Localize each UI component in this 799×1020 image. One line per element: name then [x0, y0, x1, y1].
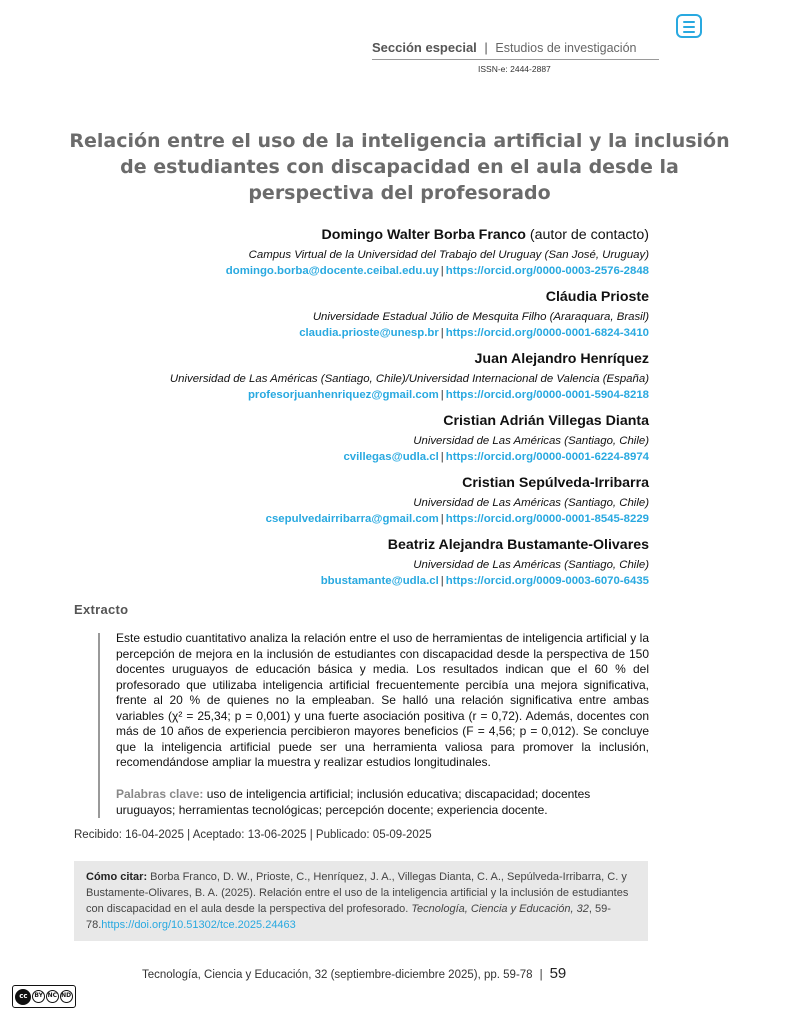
author-email-link[interactable]: bbustamante@udla.cl [320, 575, 439, 587]
section-separator: | [484, 40, 488, 55]
subsection-label: Estudios de investigación [495, 41, 637, 55]
author-contact: bbustamante@udla.cl | https://orcid.org/0009-0003-6070-6435 [320, 575, 649, 587]
author-email-link[interactable]: domingo.borba@docente.ceibal.edu.uy [225, 265, 439, 277]
nd-icon: ND [60, 990, 73, 1003]
author-affiliation: Universidad de Las Américas (Santiago, Chile) [413, 435, 649, 447]
author-entry [100, 349, 649, 411]
abstract-text: Este estudio cuantitativo analiza la relación entre el uso de herramientas de inteligencia artificial y la percepción de mejora en la inclusión de estudiantes con discapacidad desde la perspectiva de 150 docentes uruguayos de educación básica y media. Los resultados indican que el 60 % del profesorado que utilizaba inteligencia artificial frecuentemente percibía una mejora significativa, frente al 20 % de quienes no la empleaban. Se halló una relación significativa entre ambas variables (χ² = 25,34; p = 0,001) y una fuerte asociación positiva (r = 0,72). Además, docentes con más de 10 años de experiencia percibieron mayores beneficios (F = 4,56; p = 0,012). Se concluye que la inteligencia artificial puede ser una herramienta valiosa para promover la inclusión, recomendándose ampliar la muestra y realizar estudios longitudinales. [116, 631, 649, 769]
author-email-link[interactable]: csepulvedairribarra@gmail.com [265, 513, 439, 525]
author-contact: domingo.borba@docente.ceibal.edu.uy | https://orcid.org/0000-0003-2576-2848 [225, 265, 649, 277]
citation-doi-link[interactable]: https://doi.org/10.51302/tce.2025.24463 [101, 919, 296, 931]
menu-icon[interactable] [676, 14, 702, 38]
author-orcid-link[interactable]: https://orcid.org/0000-0003-2576-2848 [445, 265, 649, 277]
citation-pages: , 59-78. [86, 903, 611, 931]
article-title: Relación entre el uso de la inteligencia artificial y la inclusión de estudiantes con discapacidad en el aula desde la perspectiva del profesorado [69, 130, 730, 204]
page-number: 59 [549, 965, 567, 982]
author-affiliation: Universidade Estadual Júlio de Mesquita Filho (Araraquara, Brasil) [312, 311, 649, 323]
author-entry [100, 225, 649, 287]
author-orcid-link[interactable]: https://orcid.org/0009-0003-6070-6435 [445, 575, 649, 587]
author-orcid-link[interactable]: https://orcid.org/0000-0001-6824-3410 [445, 327, 649, 339]
author-contact: csepulvedairribarra@gmail.com | https://orcid.org/0000-0001-8545-8229 [265, 513, 649, 525]
author-orcid-link[interactable]: https://orcid.org/0000-0001-8545-8229 [445, 513, 649, 525]
author-contact: profesorjuanhenriquez@gmail.com | https://orcid.org/0000-0001-5904-8218 [247, 389, 649, 401]
citation-journal: Tecnología, Ciencia y Educación, 32 [411, 903, 589, 915]
author-name: Cristian Adrián Villegas Dianta [443, 413, 649, 429]
author-email-link[interactable]: cvillegas@udla.cl [343, 451, 439, 463]
page-footer [142, 965, 566, 982]
author-name: Juan Alejandro Henríquez [474, 351, 649, 367]
author-entry [100, 535, 649, 597]
section-label: Sección especial [372, 40, 477, 55]
citation-label: Cómo citar: [86, 871, 148, 883]
footer-separator: | [539, 969, 543, 981]
keywords [116, 787, 649, 818]
section-header [372, 40, 659, 60]
author-email-link[interactable]: profesorjuanhenriquez@gmail.com [247, 389, 439, 401]
author-orcid-link[interactable]: https://orcid.org/0000-0001-6224-8974 [445, 451, 649, 463]
author-entry [100, 287, 649, 349]
nc-icon: NC [46, 990, 59, 1003]
abstract-heading: Extracto [74, 602, 129, 617]
author-contact: claudia.prioste@unesp.br | https://orcid.org/0000-0001-6824-3410 [299, 327, 649, 339]
citation-box [74, 861, 648, 941]
abstract-divider [98, 633, 100, 818]
publication-dates: Recibido: 16-04-2025 | Aceptado: 13-06-2025 | Publicado: 05-09-2025 [74, 829, 432, 841]
keywords-text: uso de inteligencia artificial; inclusión educativa; discapacidad; docentes uruguayos; herramientas tecnológicas; percepción docente; experiencia docente. [116, 787, 591, 817]
issn: ISSN-e: 2444-2887 [478, 64, 551, 74]
citation-text: Borba Franco, D. W., Prioste, C., Henríquez, J. A., Villegas Dianta, C. A., Sepúlveda-Irribarra, C. y Bustamente-Olivares, B. A. (2025). Relación entre el uso de la inteligencia artificial y la inclusión de estudiantes con discapacidad en el aula desde la perspectiva del profesorado. [86, 871, 629, 915]
author-affiliation: Universidad de Las Américas (Santiago, Chile)/Universidad Internacional de Valencia (España) [169, 373, 649, 385]
author-affiliation: Universidad de Las Américas (Santiago, Chile) [413, 497, 649, 509]
author-orcid-link[interactable]: https://orcid.org/0000-0001-5904-8218 [445, 389, 649, 401]
author-list [100, 225, 649, 597]
author-affiliation: Universidad de Las Américas (Santiago, Chile) [413, 559, 649, 571]
author-name: Beatriz Alejandra Bustamante-Olivares [387, 537, 649, 553]
cc-icon: cc [15, 989, 31, 1005]
keywords-label: Palabras clave: [116, 787, 204, 801]
author-entry [100, 411, 649, 473]
by-icon: BY [32, 990, 45, 1003]
author-name: Domingo Walter Borba Franco (autor de contacto) [321, 227, 649, 243]
author-entry [100, 473, 649, 535]
author-email-link[interactable]: claudia.prioste@unesp.br [299, 327, 439, 339]
author-name: Cristian Sepúlveda-Irribarra [462, 475, 649, 491]
cc-by-nc-nd-icon[interactable] [12, 985, 76, 1008]
author-name: Cláudia Prioste [545, 289, 649, 305]
footer-journal-info: Tecnología, Ciencia y Educación, 32 (septiembre-diciembre 2025), pp. 59-78 [142, 969, 533, 981]
author-contact: cvillegas@udla.cl | https://orcid.org/0000-0001-6224-8974 [343, 451, 649, 463]
author-affiliation: Campus Virtual de la Universidad del Trabajo del Uruguay (San José, Uruguay) [248, 249, 649, 261]
